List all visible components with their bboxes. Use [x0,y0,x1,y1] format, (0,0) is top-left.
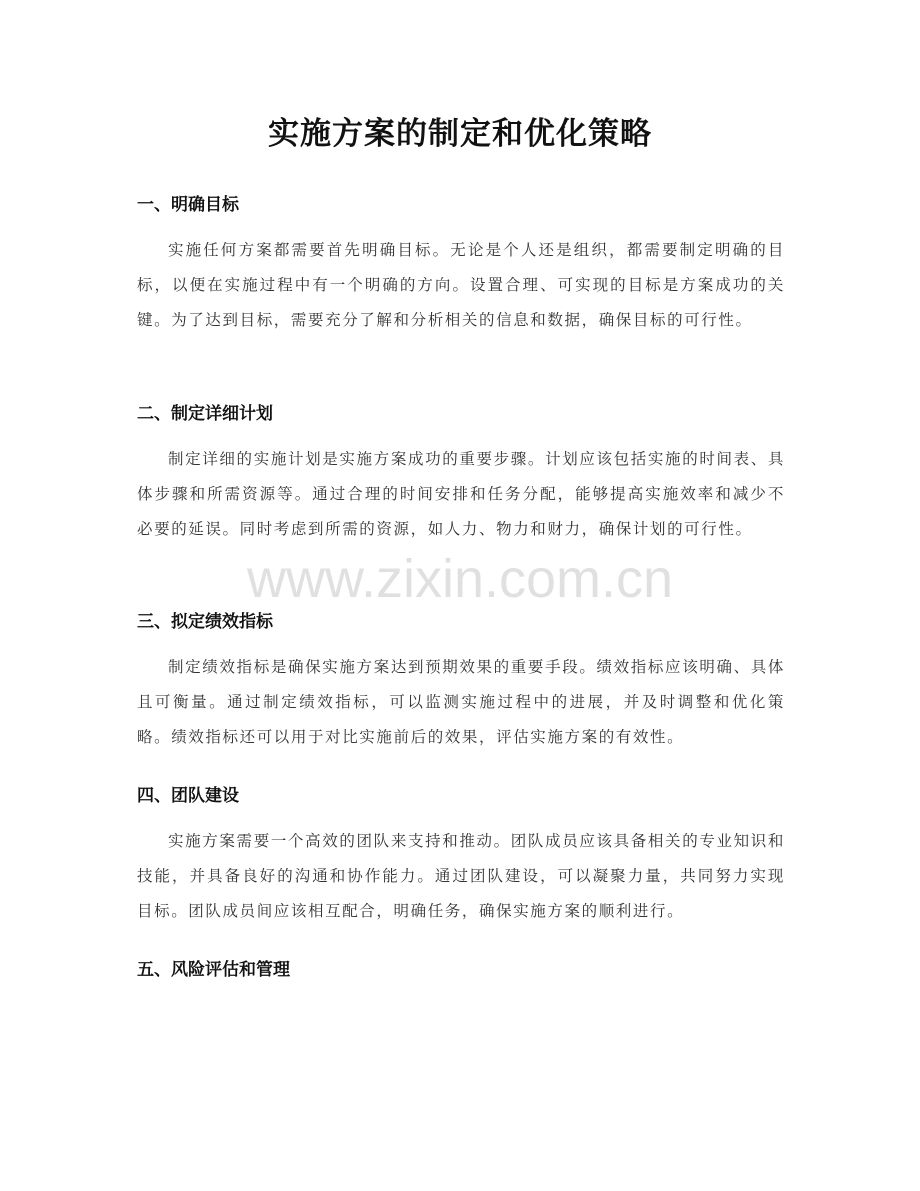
section-body-4: 实施方案需要一个高效的团队来支持和推动。团队成员应该具备相关的专业知识和技能，并具备良好的沟通和协作能力。通过团队建设，可以凝聚力量，共同努力实现目标。团队成员间应该相互配合，明确任务，确保实施方案的顺利进行。 [137,832,785,920]
watermark: www.zixin.com.cn [246,549,674,609]
document-title: 实施方案的制定和优化策略 [268,116,652,152]
section-body-3: 制定绩效指标是确保实施方案达到预期效果的重要手段。绩效指标应该明确、具体且可衡量。通过制定绩效指标，可以监测实施过程中的进展，并及时调整和优化策略。绩效指标还可以用于对比实施前后的效果，评估实施方案的有效性。 [137,658,785,746]
section-heading-4: 四、团队建设 [137,786,239,806]
section-body-2: 制定详细的实施计划是实施方案成功的重要步骤。计划应该包括实施的时间表、具体步骤和所需资源等。通过合理的时间安排和任务分配，能够提高实施效率和减少不必要的延误。同时考虑到所需的资源，如人力、物力和财力，确保计划的可行性。 [137,450,785,538]
section-heading-5: 五、风险评估和管理 [137,960,290,980]
section-body-1: 实施任何方案都需要首先明确目标。无论是个人还是组织，都需要制定明确的目标，以便在实施过程中有一个明确的方向。设置合理、可实现的目标是方案成功的关键。为了达到目标，需要充分了解和分析相关的信息和数据，确保目标的可行性。 [137,241,785,329]
section-heading-2: 二、制定详细计划 [137,404,273,424]
section-heading-3: 三、拟定绩效指标 [137,612,273,632]
section-heading-1: 一、明确目标 [137,195,239,215]
